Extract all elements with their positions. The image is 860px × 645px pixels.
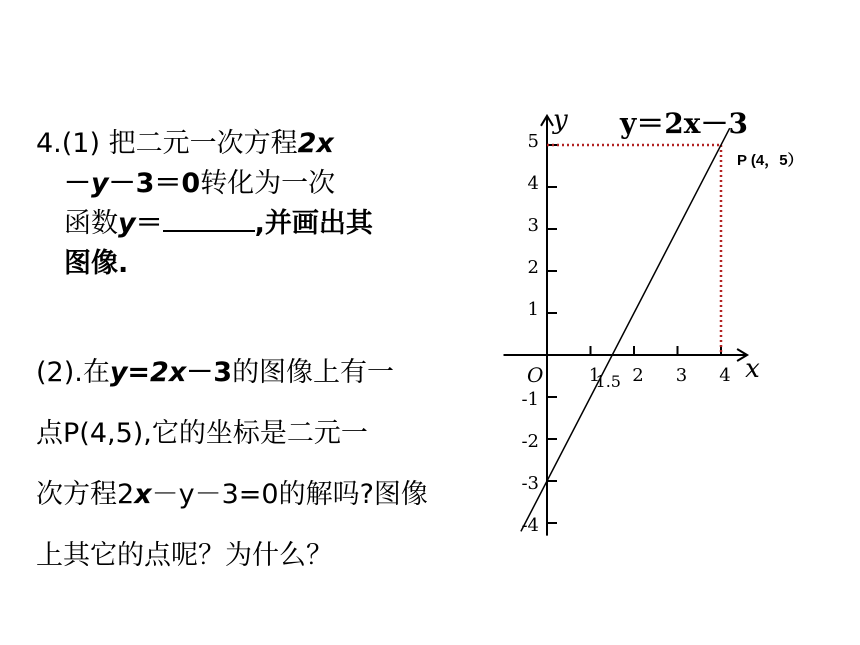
q1-var-y: y [118, 208, 136, 239]
q1-equals: ＝ [135, 208, 163, 239]
q1-text: 图像. [64, 248, 129, 279]
q1-text: 函数 [64, 208, 118, 239]
y-tick-label: 2 [527, 257, 539, 278]
origin-label: O [527, 363, 544, 387]
q2-expr: y=2x [109, 357, 187, 388]
q1-var-y: y [91, 168, 109, 199]
y-axis-label: y [553, 104, 568, 135]
y-tick-label: 1 [527, 299, 539, 320]
y-tick-label: -1 [521, 389, 539, 410]
graph-title: y＝2x－3 [620, 107, 748, 140]
q2-text: －y－3=0的解吗?图像 [151, 479, 428, 510]
q2-expr-rest: －3 [186, 357, 233, 388]
q1-text: ,并画出其 [254, 208, 373, 239]
q2-text: (2).在 [36, 357, 110, 388]
y-tick-label: 4 [527, 173, 539, 194]
x-tick-label: 1 [588, 365, 601, 386]
q1-minus: － [64, 168, 91, 199]
q1-text: 4.(1) 把二元一次方程 [36, 128, 298, 159]
q2-var-x: x [134, 479, 152, 510]
x-tick-label: 2 [632, 365, 644, 386]
y-tick-label: -3 [521, 473, 539, 494]
q1-text: 转化为一次 [200, 168, 336, 199]
y-tick-label: 3 [527, 215, 539, 236]
x-tick-label: 4 [719, 365, 731, 386]
y-tick-label: -4 [521, 515, 539, 536]
q2-text: 次方程2 [36, 479, 135, 510]
root-label: 1.5 [595, 372, 621, 391]
q1-expr: 2x [297, 128, 334, 159]
y-tick-label: -2 [521, 431, 539, 452]
q2-line-4: 上其它的点呢？为什么？ [36, 540, 333, 571]
y-tick-label: 5 [527, 131, 539, 152]
q2-text: 的图像上有一 [232, 357, 395, 388]
point-p-label: P (4，5） [737, 152, 803, 169]
series-line [521, 128, 730, 531]
x-tick-label: 3 [675, 365, 688, 386]
q1-expr-rest: －3＝0 [108, 168, 201, 199]
q2-line-2: 点P(4,5),它的坐标是二元一 [36, 418, 368, 449]
x-axis-label: x [745, 354, 760, 384]
